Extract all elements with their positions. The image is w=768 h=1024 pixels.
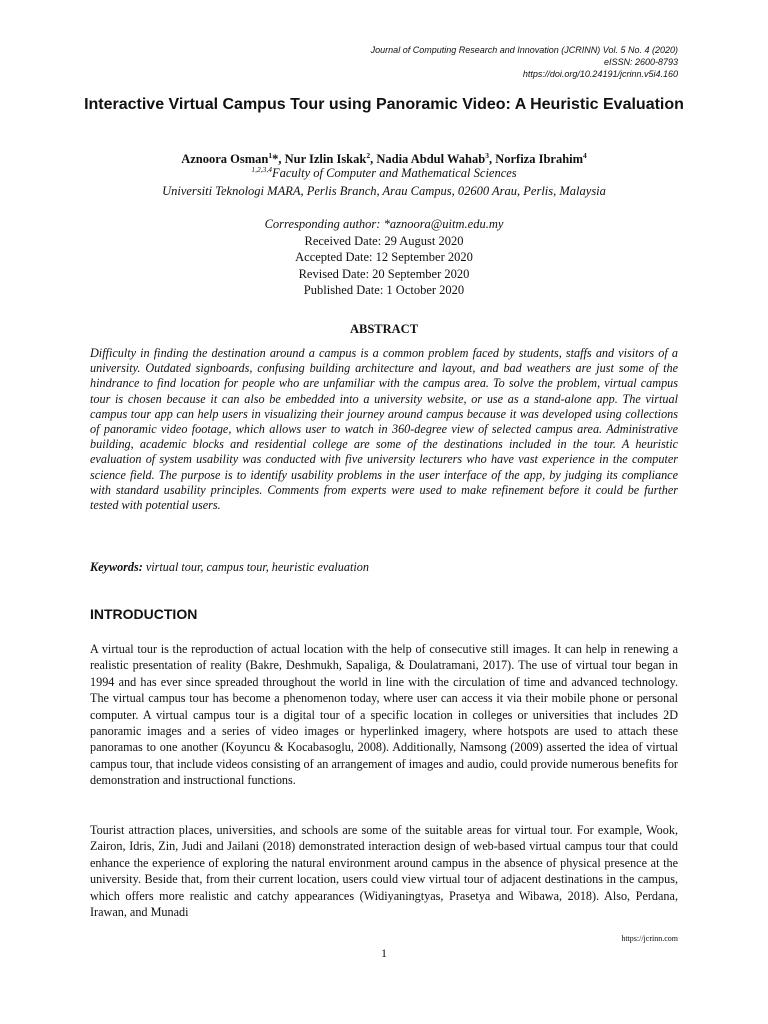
affiliation-mark: 1,2,3,4 [251, 164, 272, 174]
received-date: Received Date: 29 August 2020 [304, 233, 464, 248]
body-paragraph: Tourist attraction places, universities, and schools are some of the suitable areas for virtual tour. For example, Wook, Zairon, Idris, Zin, Judi and Jailani (2018) demonstrated interaction design of web-based virtual campus tour that could enhance the experience of exploring the natural environment around campus in the absence of physical presence at the university. Beside that, from their current location, users could view virtual tour of adjacent destinations in the campus, which offers more realistic and catchy appearances (Widiyaningtyas, Prasetya and Wibawa, 2018). Also, Perdana, Irawan, and Munadi [90, 823, 678, 920]
keywords-label: Keywords: [90, 560, 143, 574]
abstract-heading: ABSTRACT [349, 322, 419, 336]
author-affiliation-mark: 2 [366, 150, 371, 160]
body-paragraph: A virtual tour is the reproduction of actual location with the help of consecutive still images. It can help in renewing a realistic presentation of reality (Bakre, Deshmukh, Sapaliga, & Doulatramani, 2017). The use of virtual tour began in 1994 and has ever since spreaded throughout the world in line with the circulation of time and advanced technology. The virtual campus tour has become a phenomenon today, where user can access it via their mobile phone or personal computer. A virtual campus tour is a digital tour of a specific location in colleges or universities that includes 2D panoramic images and a series of video images or hyperlinked imagery, where hotspots are used to attach these panoramas to one another (Koyuncu & Kocabasoglu, 2008). Additionally, Namsong (2009) asserted the idea of virtual campus tour, that include videos consisting of an arrangement of images and audio, could provide numerous benefits for demonstration and instructional functions. [90, 642, 678, 788]
doi-link[interactable]: https://doi.org/10.24191/jcrinn.v5i4.160 [522, 69, 678, 79]
author-affiliation-mark: 4 [583, 150, 587, 160]
faculty-name: Faculty of Computer and Mathematical Sciences [271, 166, 517, 180]
eissn: eISSN: 2600-8793 [603, 57, 678, 67]
published-date: Published Date: 1 October 2020 [303, 283, 465, 297]
revised-date: Revised Date: 20 September 2020 [298, 266, 470, 281]
author-name: Norfiza Ibrahim [495, 152, 584, 166]
affiliation-university: Universiti Teknologi MARA, Perlis Branch, Arau Campus, 02600 Arau, Perlis, Malaysia [162, 184, 606, 198]
paper-title: Interactive Virtual Campus Tour using Panoramic Video: A Heuristic Evaluation [84, 96, 684, 113]
author-affiliation-mark: 1 [268, 150, 273, 160]
article-dates [60, 216, 708, 299]
journal-header [371, 44, 678, 80]
author-separator: , [370, 152, 377, 166]
section-heading-introduction: INTRODUCTION [90, 606, 198, 622]
affiliation-faculty [60, 166, 708, 181]
author-separator: , [488, 152, 496, 166]
journal-info: Journal of Computing Research and Innovation (JCRINN) Vol. 5 No. 4 (2020) [370, 45, 678, 55]
abstract-text: Difficulty in finding the destination around a campus is a common problem faced by students, staffs and visitors of a university. Outdated signboards, confusing building architecture and layout, and bad weathers are just some of the hindrance to find location for people who are unfamiliar with the campus area. To solve the problem, virtual campus tour is chosen because it can also be embedded into a university website, or use as a stand-alone app. The virtual campus tour app can help users in visualizing their journey around campus because it was developed using collections of panoramic video footage, which allows user to watch in 360-degree view of selected campus area. Administrative building, academic blocks and residential college are some of the destinations included in the tour. A heuristic evaluation of system usability was conducted with five university lecturers who have vast experience in the computer science field. The purpose is to identify usability problems in the user interface of the app, by judging its compliance with standard usability principles. Comments from experts were used to make refinement before it could be further tested with potential users. [90, 346, 678, 513]
author-affiliation-mark: 3 [485, 150, 489, 160]
author-name: Nur Izlin Iskak [284, 152, 367, 166]
keywords [90, 560, 678, 575]
keywords-text: virtual tour, campus tour, heuristic evaluation [142, 560, 369, 574]
author-separator: *, [272, 152, 285, 166]
corresponding-author[interactable]: Corresponding author: *aznoora@uitm.edu.my [264, 217, 504, 231]
author-name: Aznoora Osman [181, 152, 269, 166]
author-list [60, 152, 708, 167]
journal-url[interactable]: https://jcrinn.com [621, 934, 678, 943]
author-name: Nadia Abdul Wahab [376, 152, 486, 166]
page-number: 1 [381, 946, 387, 960]
accepted-date: Accepted Date: 12 September 2020 [295, 250, 473, 264]
